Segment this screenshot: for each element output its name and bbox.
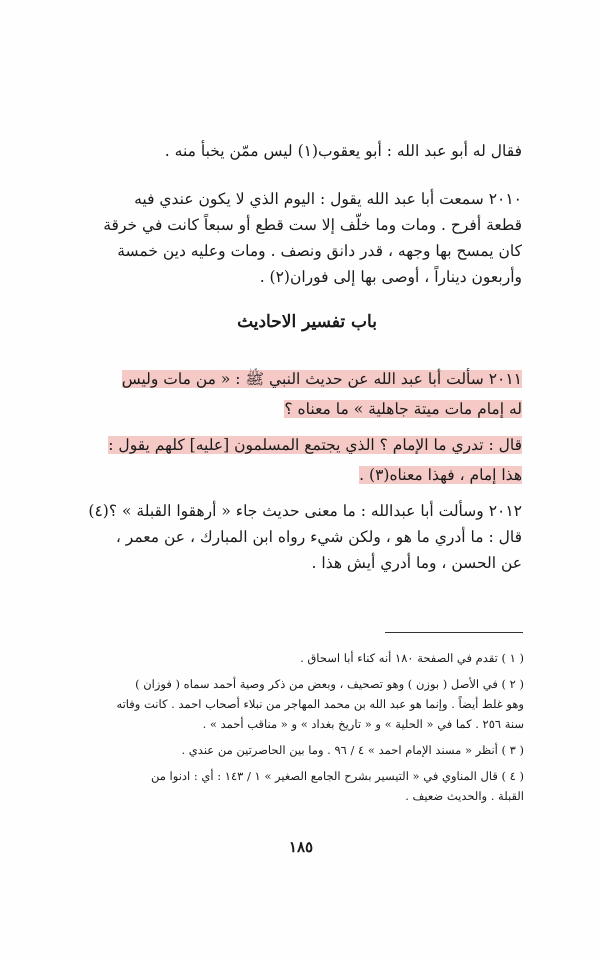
footnote-line: ( ٢ ) في الأصل ( بوزن ) وهو تصحيف ، وبعض من ذكر وصية أحمد سماه ( فوزان )	[135, 677, 524, 691]
paragraph-line: قطعة أفرح . ومات وما خلّف إلا ست قطع أو سبعاً كانت في خرقة	[103, 216, 522, 234]
paragraph-2012	[88, 498, 522, 576]
highlighted-line: هذا إمام ، فهذا معناه(٣) .	[359, 466, 522, 484]
footnotes	[92, 648, 524, 812]
footnote-3	[92, 740, 524, 760]
footnote-line: ( ٣ ) أنظر « مسند الإمام احمد » ٤ / ٩٦ . وما بين الحاصرتين من عندي .	[181, 743, 524, 757]
paragraph-line: وأربعون ديناراً ، أوصى بها إلى فوران(٢) .	[259, 268, 522, 286]
footnote-line: سنة ٢٥٦ . كما في « الحلية » و « تاريخ بغداد » و « مناقب أحمد » .	[202, 717, 524, 731]
chapter-heading: باب تفسير الاحاديث	[237, 312, 377, 332]
footnote-line: ( ٤ ) قال المناوي في « التيسير بشرح الجامع الصغير » ١ / ١٤٣ : أي : ادنوا من	[150, 769, 524, 783]
footnote-line: ( ١ ) تقدم في الصفحة ١٨٠ أنه كناء أبا اسحاق .	[300, 651, 524, 665]
footnote-divider	[385, 632, 523, 633]
footnote-4	[92, 766, 524, 806]
paragraph-2011	[92, 366, 522, 422]
paragraph-line: ٢٠١٠ سمعت أبا عبد الله يقول : اليوم الذي لا يكون عندي فيه	[134, 190, 522, 208]
page-number: ١٨٥	[288, 838, 314, 856]
highlighted-line: ٢٠١١ سألت أبا عبد الله عن حديث النبي ﷺ : « من مات وليس	[121, 370, 522, 388]
paragraph-line: عن الحسن ، وما أدري أيش هذا .	[311, 554, 522, 572]
main-text	[88, 138, 522, 598]
paragraph-line: كان يمسح بها وجهه ، قدر دانق ونصف . ومات وعليه دين خمسة	[117, 242, 522, 260]
intro-line: فقال له أبو عبد الله : أبو يعقوب(١) ليس ممّن يخبأ منه .	[164, 142, 522, 160]
highlighted-line: قال : تدري ما الإمام ؟ الذي يجتمع المسلمون [عليه] كلهم يقول :	[108, 436, 522, 454]
highlighted-line: له إمام مات ميتة جاهلية » ما معناه ؟	[284, 400, 522, 418]
paragraph-2011-answer	[92, 432, 522, 488]
footnote-1	[92, 648, 524, 668]
paragraph-line: قال : ما أدري ما هو ، ولكن شيء رواه ابن المبارك ، عن معمر ،	[115, 528, 522, 546]
footnote-line: القبلة . والحديث ضعيف .	[405, 789, 524, 803]
footnote-line: وهو غلط أيضاً . وإنما هو عبد الله بن محمد المهاجر من نبلاء أصحاب احمد . كانت وفاته	[116, 697, 524, 711]
footnote-2	[92, 674, 524, 734]
paragraph-2010	[92, 186, 522, 290]
paragraph-line: ٢٠١٢ وسألت أبا عبدالله : ما معنى حديث جاء « أرهقوا القبلة » ؟(٤)	[88, 502, 522, 520]
